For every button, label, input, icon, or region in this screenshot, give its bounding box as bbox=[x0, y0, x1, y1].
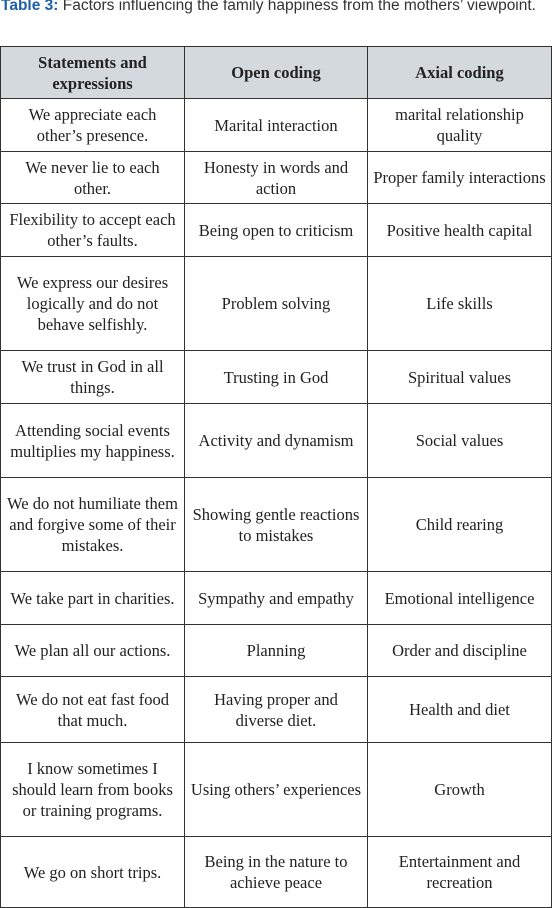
axial-coding-cell: Positive health capital bbox=[368, 204, 552, 257]
statement-cell: We never lie to each other. bbox=[1, 152, 185, 204]
table-row bbox=[1, 478, 552, 572]
open-coding-cell: Showing gentle reactions to mistakes bbox=[185, 478, 368, 572]
open-coding-cell: Being in the nature to achieve peace bbox=[185, 837, 368, 908]
axial-coding-cell: Life skills bbox=[368, 257, 552, 351]
axial-coding-cell: Order and discipline bbox=[368, 625, 552, 677]
statement-cell: We do not humiliate them and forgive some of their mistakes. bbox=[1, 478, 185, 572]
axial-coding-cell: marital relationship quality bbox=[368, 99, 552, 152]
axial-coding-cell: Social values bbox=[368, 404, 552, 478]
statement-cell: I know sometimes I should learn from books or training programs. bbox=[1, 743, 185, 837]
header-row bbox=[1, 47, 552, 99]
statement-cell: We express our desires logically and do not behave selfishly. bbox=[1, 257, 185, 351]
header-statements: Statements and expressions bbox=[1, 47, 185, 99]
axial-coding-cell: Entertainment and recreation bbox=[368, 837, 552, 908]
table-row bbox=[1, 572, 552, 625]
open-coding-cell: Planning bbox=[185, 625, 368, 677]
open-coding-cell: Having proper and diverse diet. bbox=[185, 677, 368, 743]
statement-cell: We trust in God in all things. bbox=[1, 351, 185, 404]
table-row bbox=[1, 152, 552, 204]
header-axial-coding: Axial coding bbox=[368, 47, 552, 99]
table-caption bbox=[1, 0, 552, 16]
axial-coding-cell: Child rearing bbox=[368, 478, 552, 572]
table-row bbox=[1, 351, 552, 404]
table-row bbox=[1, 837, 552, 908]
axial-coding-cell: Spiritual values bbox=[368, 351, 552, 404]
statement-cell: We take part in charities. bbox=[1, 572, 185, 625]
statement-cell: Flexibility to accept each other’s faults. bbox=[1, 204, 185, 257]
statement-cell: We go on short trips. bbox=[1, 837, 185, 908]
table-row bbox=[1, 257, 552, 351]
header-open-coding: Open coding bbox=[185, 47, 368, 99]
open-coding-cell: Trusting in God bbox=[185, 351, 368, 404]
table-row bbox=[1, 625, 552, 677]
table-title: Factors influencing the family happiness from the mothers’ viewpoint. bbox=[58, 0, 536, 14]
axial-coding-cell: Growth bbox=[368, 743, 552, 837]
open-coding-cell: Problem solving bbox=[185, 257, 368, 351]
table-row bbox=[1, 743, 552, 837]
table-number: Table 3: bbox=[1, 0, 59, 14]
factors-table bbox=[0, 46, 552, 908]
statement-cell: We do not eat fast food that much. bbox=[1, 677, 185, 743]
axial-coding-cell: Proper family interactions bbox=[368, 152, 552, 204]
open-coding-cell: Activity and dynamism bbox=[185, 404, 368, 478]
open-coding-cell: Honesty in words and action bbox=[185, 152, 368, 204]
statement-cell: Attending social events multiplies my happiness. bbox=[1, 404, 185, 478]
open-coding-cell: Marital interaction bbox=[185, 99, 368, 152]
table-row bbox=[1, 99, 552, 152]
statement-cell: We appreciate each other’s presence. bbox=[1, 99, 185, 152]
table-row bbox=[1, 204, 552, 257]
statement-cell: We plan all our actions. bbox=[1, 625, 185, 677]
open-coding-cell: Using others’ experiences bbox=[185, 743, 368, 837]
axial-coding-cell: Emotional intelligence bbox=[368, 572, 552, 625]
table-row bbox=[1, 404, 552, 478]
axial-coding-cell: Health and diet bbox=[368, 677, 552, 743]
table-row bbox=[1, 677, 552, 743]
open-coding-cell: Sympathy and empathy bbox=[185, 572, 368, 625]
open-coding-cell: Being open to criticism bbox=[185, 204, 368, 257]
